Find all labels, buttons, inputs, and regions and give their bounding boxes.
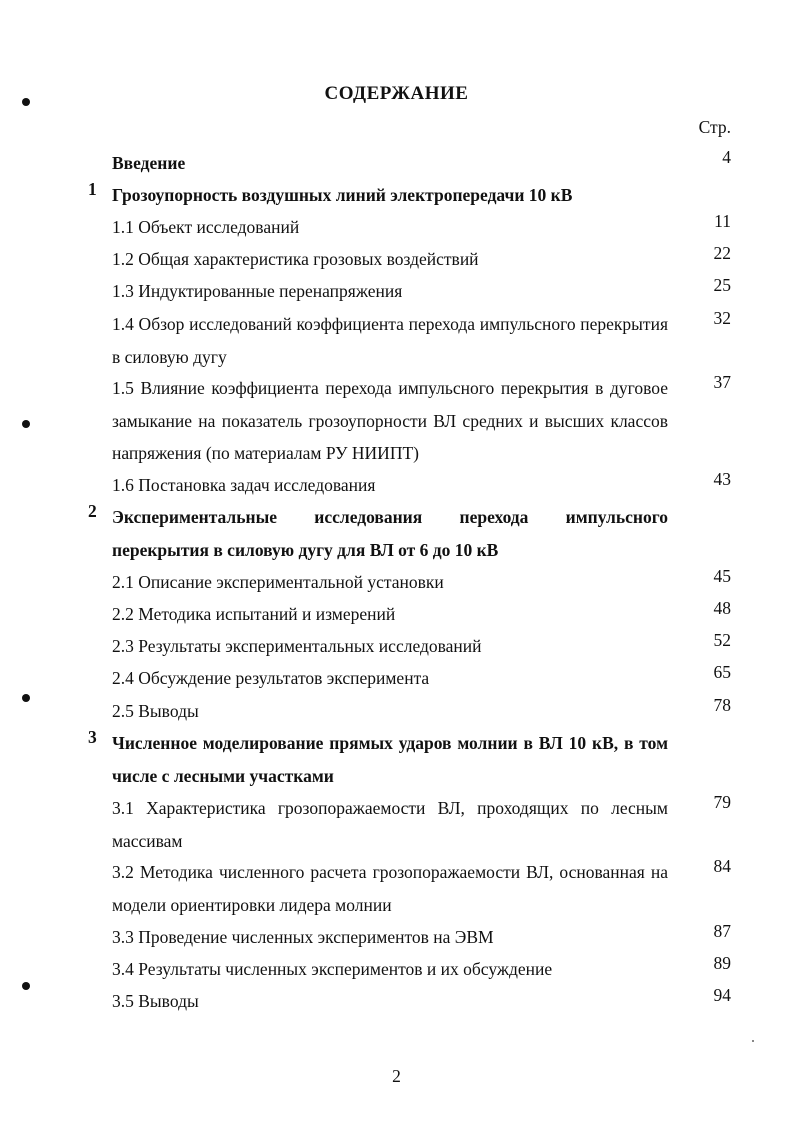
toc-chapter-number: 1 [88,179,97,199]
toc-entry-text: 3.5 Выводы [112,991,199,1011]
toc-entry-text: 1.4 Обзор исследований коэффициента перехода импульсного перекрытия в силовую дугу [112,314,668,367]
page-title: СОДЕРЖАНИЕ [324,83,469,104]
binding-hole-mark [22,98,30,106]
toc-entry-page: 52 [713,630,731,650]
toc-entry-page: 48 [713,598,731,618]
toc-entry-page: 32 [713,308,731,328]
toc-chapter-number: 2 [88,501,97,521]
toc-entry-text: 1.6 Постановка задач исследования [112,475,376,495]
toc-entry-page: 65 [713,662,731,682]
binding-hole-mark [22,420,30,428]
toc-entry-text: 3.4 Результаты численных экспериментов и их обсуждение [112,959,553,979]
toc-entry-page: 11 [714,211,731,231]
toc-entry-text: Грозоупорность воздушных линий электропередачи 10 кВ [112,185,573,205]
toc-entry-page: 94 [713,985,731,1005]
toc-entry-page: 22 [713,243,731,263]
binding-hole-mark [22,694,30,702]
page-column-label: Стр. [698,117,731,137]
binding-hole-mark [22,982,30,990]
toc-entry-text: 3.1 Характеристика грозопоражаемости ВЛ, проходящих по лесным массивам [112,798,668,851]
toc-chapter-number: 3 [88,727,97,747]
toc-entry-page: 84 [713,856,731,876]
toc-entry-text: 1.5 Влияние коэффициента перехода импульсного перекрытия в дуговое замыкание на показатель грозоупорности ВЛ средних и высших классов напряжения (по материалам РУ НИИПТ) [112,378,668,463]
toc-entry-text: 3.2 Методика численного расчета грозопоражаемости ВЛ, основанная на модели ориентировки лидера молнии [112,862,668,915]
toc-entry-text: 1.2 Общая характеристика грозовых воздействий [112,249,479,269]
toc-entry-page: 87 [713,921,731,941]
toc-entry-text: Экспериментальные исследования перехода импульсного перекрытия в силовую дугу для ВЛ от 6 до 10 кВ [112,507,668,560]
toc-entry-text: Численное моделирование прямых ударов молнии в ВЛ 10 кВ, в том числе с лесными участками [112,733,668,786]
toc-entry-page: 43 [713,469,731,489]
toc-entry-text: 3.3 Проведение численных экспериментов на ЭВМ [112,927,494,947]
toc-entry-page: 25 [713,275,731,295]
toc-entry-text: 2.5 Выводы [112,701,199,721]
toc-entry-text: 1.1 Объект исследований [112,217,300,237]
toc-entry-text: 2.2 Методика испытаний и измерений [112,604,396,624]
toc-entry-page: 78 [713,695,731,715]
scan-speck [752,1040,754,1042]
toc-entry-page: 89 [713,953,731,973]
toc-entry-text: 1.3 Индуктированные перенапряжения [112,281,403,301]
toc-entry-page: 45 [713,566,731,586]
page-number: 2 [392,1066,401,1086]
toc-entry-text: Введение [112,153,186,173]
toc-entry-page: 37 [713,372,731,392]
toc-entry-text: 2.4 Обсуждение результатов эксперимента [112,668,430,688]
toc-entry-text: 2.1 Описание экспериментальной установки [112,572,444,592]
toc-entry-page: 4 [722,147,731,167]
toc-entry-text: 2.3 Результаты экспериментальных исследований [112,636,482,656]
toc-entry-page: 79 [713,792,731,812]
